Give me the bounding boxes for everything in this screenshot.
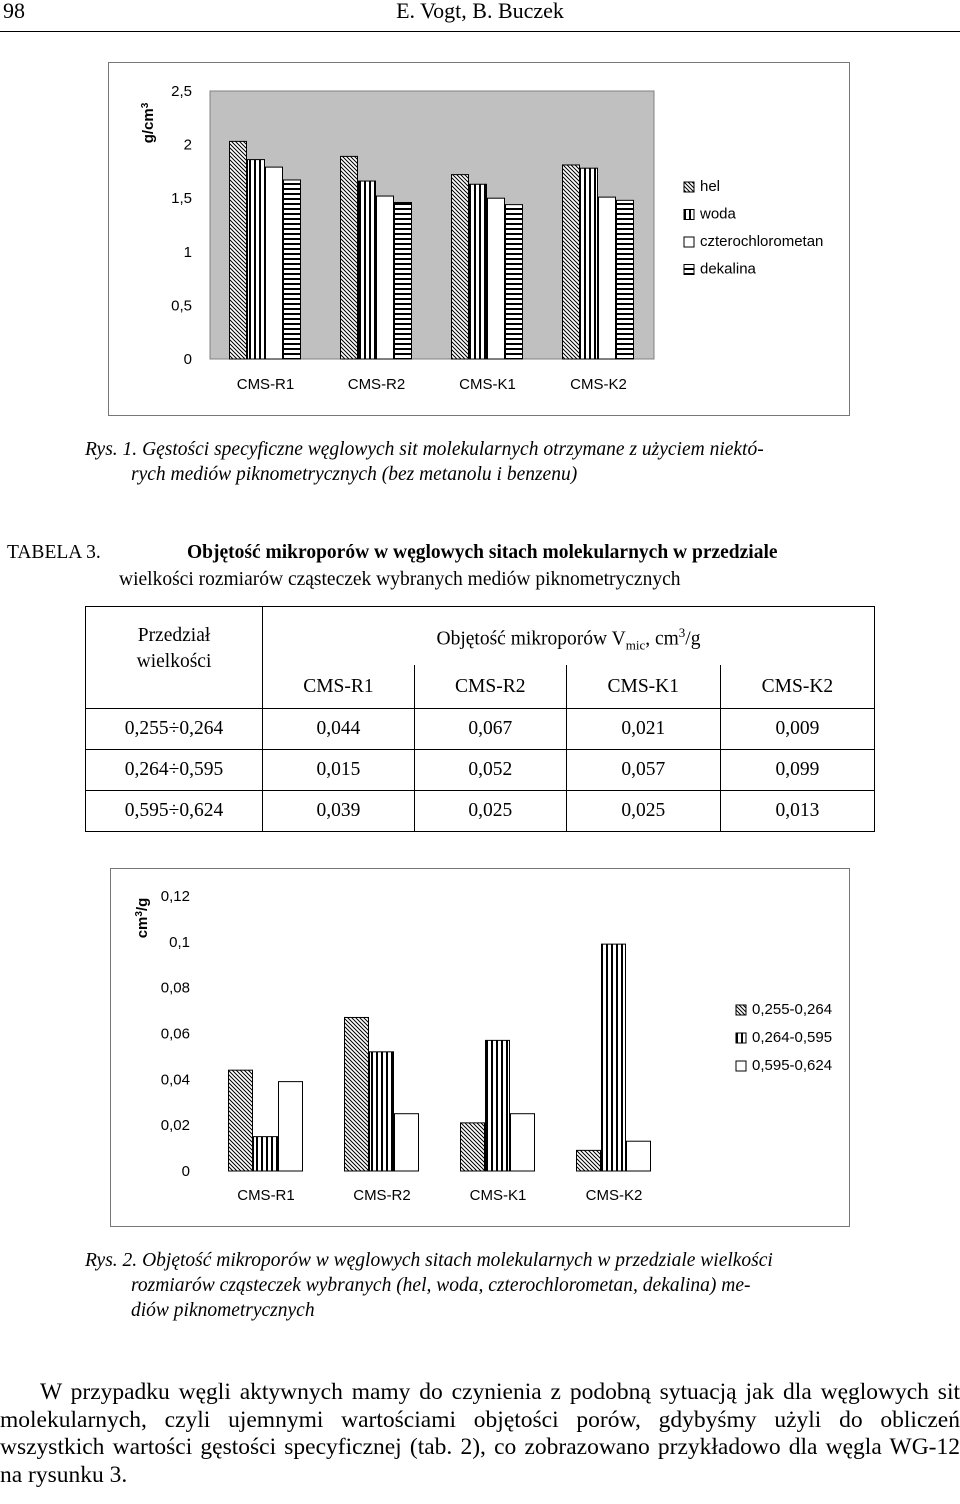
legend-label: czterochlorometan: [700, 233, 824, 250]
y-tick-label: 0: [183, 351, 192, 368]
table3: [85, 606, 875, 832]
y-tick-label: 2: [183, 136, 192, 154]
table3-value-cell: 0,025: [414, 791, 566, 832]
figure1-chart-frame: [108, 62, 850, 416]
y-tick-label: 0,02: [160, 1117, 190, 1135]
legend-label: 0,264-0,595: [752, 1029, 833, 1046]
table-row: [86, 750, 875, 791]
bar-1-0: [345, 1017, 369, 1171]
bar-1-1: [370, 1052, 394, 1171]
table3-title-line1: Objętość mikroporów w węglowych sitach molekularnych w przedziale: [187, 542, 778, 563]
bar-0-1: [248, 160, 265, 359]
bar-0-2: [266, 167, 283, 359]
table3-range-cell: 0,255÷0,264: [86, 709, 263, 750]
bar-2-0: [461, 1123, 485, 1171]
table3-col-header: CMS-R2: [414, 665, 566, 709]
x-category-label: CMS-K1: [459, 376, 516, 393]
table3-value-cell: 0,021: [566, 709, 720, 750]
figure2-chart: [111, 869, 849, 1226]
bar-0-3: [284, 180, 301, 359]
legend-label: 0,595-0,624: [752, 1057, 833, 1074]
y-tick-label: 1: [183, 243, 192, 261]
bar-3-0: [563, 165, 580, 359]
bar-1-0: [341, 156, 358, 359]
figure2-caption-label: Rys. 2.: [85, 1250, 138, 1271]
table3-value-cell: 0,052: [414, 750, 566, 791]
figure2-caption: [85, 1248, 905, 1323]
table3-value-cell: 0,013: [720, 791, 874, 832]
bar-1-2: [377, 196, 394, 359]
legend-swatch: [684, 237, 694, 247]
table3-value-cell: 0,099: [720, 750, 874, 791]
y-tick-label: 0,04: [160, 1071, 190, 1089]
table3-header-range-line2: wielkości: [136, 651, 212, 672]
table3-range-cell: 0,595÷0,624: [86, 791, 263, 832]
table3-header-volume-sup: 3: [678, 624, 686, 640]
bar-1-2: [395, 1114, 419, 1171]
y-tick-label: 0: [181, 1163, 190, 1180]
table3-header-range: [86, 607, 263, 709]
figure2-chart-frame: [110, 868, 850, 1227]
bar-3-1: [602, 944, 626, 1171]
bar-0-0: [230, 141, 247, 359]
table3-value-cell: 0,025: [566, 791, 720, 832]
legend-swatch: [684, 265, 694, 275]
table3-value-cell: 0,044: [263, 709, 415, 750]
legend-label: 0,255-0,264: [752, 1001, 833, 1018]
legend-label: dekalina: [700, 260, 756, 278]
running-header-authors: E. Vogt, B. Buczek: [396, 0, 564, 23]
y-tick-label: 0,5: [171, 297, 192, 315]
legend-swatch: [736, 1033, 746, 1043]
bar-3-1: [581, 168, 598, 359]
table3-value-cell: 0,009: [720, 709, 874, 750]
bar-3-0: [577, 1150, 601, 1171]
bar-3-2: [599, 197, 616, 359]
legend-swatch: [684, 210, 694, 220]
table3-header-range-line1: Przedział: [137, 625, 211, 646]
table3-range-cell: 0,264÷0,595: [86, 750, 263, 791]
x-category-label: CMS-R2: [347, 376, 406, 393]
legend-label: hel: [700, 178, 721, 195]
figure1-chart: [109, 63, 849, 415]
table3-label: TABELA 3.: [7, 542, 101, 563]
bar-2-2: [511, 1114, 535, 1171]
bar-2-3: [506, 205, 523, 359]
legend-label: woda: [700, 205, 736, 223]
y-tick-label: 2,5: [171, 83, 192, 100]
bar-3-2: [627, 1141, 651, 1171]
figure2-caption-line3: diów piknometrycznych: [131, 1300, 315, 1321]
figure1-caption-line1: Gęstości specyficzne węglowych sit molekularnych otrzymane z użyciem niektó-: [142, 439, 764, 460]
bar-2-0: [452, 175, 469, 359]
y-tick-label: 1,5: [171, 190, 192, 208]
figure1-caption: [85, 437, 764, 487]
x-category-label: CMS-K2: [570, 376, 627, 393]
body-paragraph-text: W przypadku węgli aktywnych mamy do czynienia z podobną sytuacją jak dla węglowych sit molekularnych, czyli ujemnymi wartościami objętości porów, gdybyśmy użyli do obliczeń wszystkich wartości gęstości specyficznej (tab. 2), co zobrazowano przykładowo dla węgla WG-12 na rysunku 3.: [0, 1379, 960, 1488]
y-tick-label: 0,06: [160, 1025, 190, 1043]
bar-2-1: [486, 1040, 510, 1171]
x-category-label: CMS-R2: [353, 1187, 411, 1204]
figure2-caption-line2: rozmiarów cząsteczek wybranych (hel, woda, czterochlorometan, dekalina) me-: [131, 1275, 751, 1296]
figure1-caption-line2: rych mediów piknometrycznych (bez metanolu i benzenu): [131, 464, 578, 485]
table3-header-volume-sub: mic: [625, 637, 646, 653]
table3-header-volume: [263, 607, 875, 666]
legend-swatch: [736, 1005, 746, 1015]
figure1-ylabel: $g/cm^3$: [140, 102, 157, 144]
table3-col-header: CMS-K1: [566, 665, 720, 709]
body-paragraph: [0, 1379, 960, 1489]
table3-value-cell: 0,067: [414, 709, 566, 750]
legend-swatch: [684, 182, 694, 192]
x-category-label: CMS-K2: [585, 1187, 643, 1204]
table3-value-cell: 0,039: [263, 791, 415, 832]
bar-2-2: [488, 198, 505, 359]
table3-header-volume-text: Objętość mikroporów V: [436, 628, 626, 650]
bar-2-1: [470, 184, 487, 359]
figure2-caption-line1: Objętość mikroporów w węglowych sitach molekularnych w przedziale wielkości: [142, 1250, 773, 1271]
bar-1-3: [395, 202, 412, 359]
figure1-caption-label: Rys. 1.: [85, 439, 138, 460]
table3-header-volume-unit: , cm: [645, 628, 679, 650]
page-number: 98: [3, 0, 25, 23]
table3-value-cell: 0,015: [263, 750, 415, 791]
bar-0-1: [254, 1137, 278, 1171]
table3-value-cell: 0,057: [566, 750, 720, 791]
y-tick-label: 0,12: [160, 888, 190, 905]
table3-col-header: CMS-R1: [263, 665, 415, 709]
table3-header-volume-tail: /g: [685, 628, 701, 650]
y-tick-label: 0,08: [160, 979, 190, 997]
y-tick-label: 0,1: [169, 933, 190, 951]
figure2-ylabel: $cm^3/g$: [134, 897, 151, 939]
x-category-label: CMS-R1: [237, 1187, 295, 1204]
bar-0-2: [279, 1082, 303, 1171]
table-row: [86, 791, 875, 832]
x-category-label: CMS-K1: [469, 1187, 527, 1204]
table-row: [86, 709, 875, 750]
bar-0-0: [229, 1070, 253, 1171]
table3-col-header: CMS-K2: [720, 665, 874, 709]
header-rule: [0, 31, 960, 32]
x-category-label: CMS-R1: [236, 376, 295, 393]
legend-swatch: [736, 1061, 746, 1071]
table3-title-line2: wielkości rozmiarów cząsteczek wybranych mediów piknometrycznych: [119, 569, 681, 590]
bar-1-1: [359, 181, 376, 359]
bar-3-3: [617, 200, 634, 359]
